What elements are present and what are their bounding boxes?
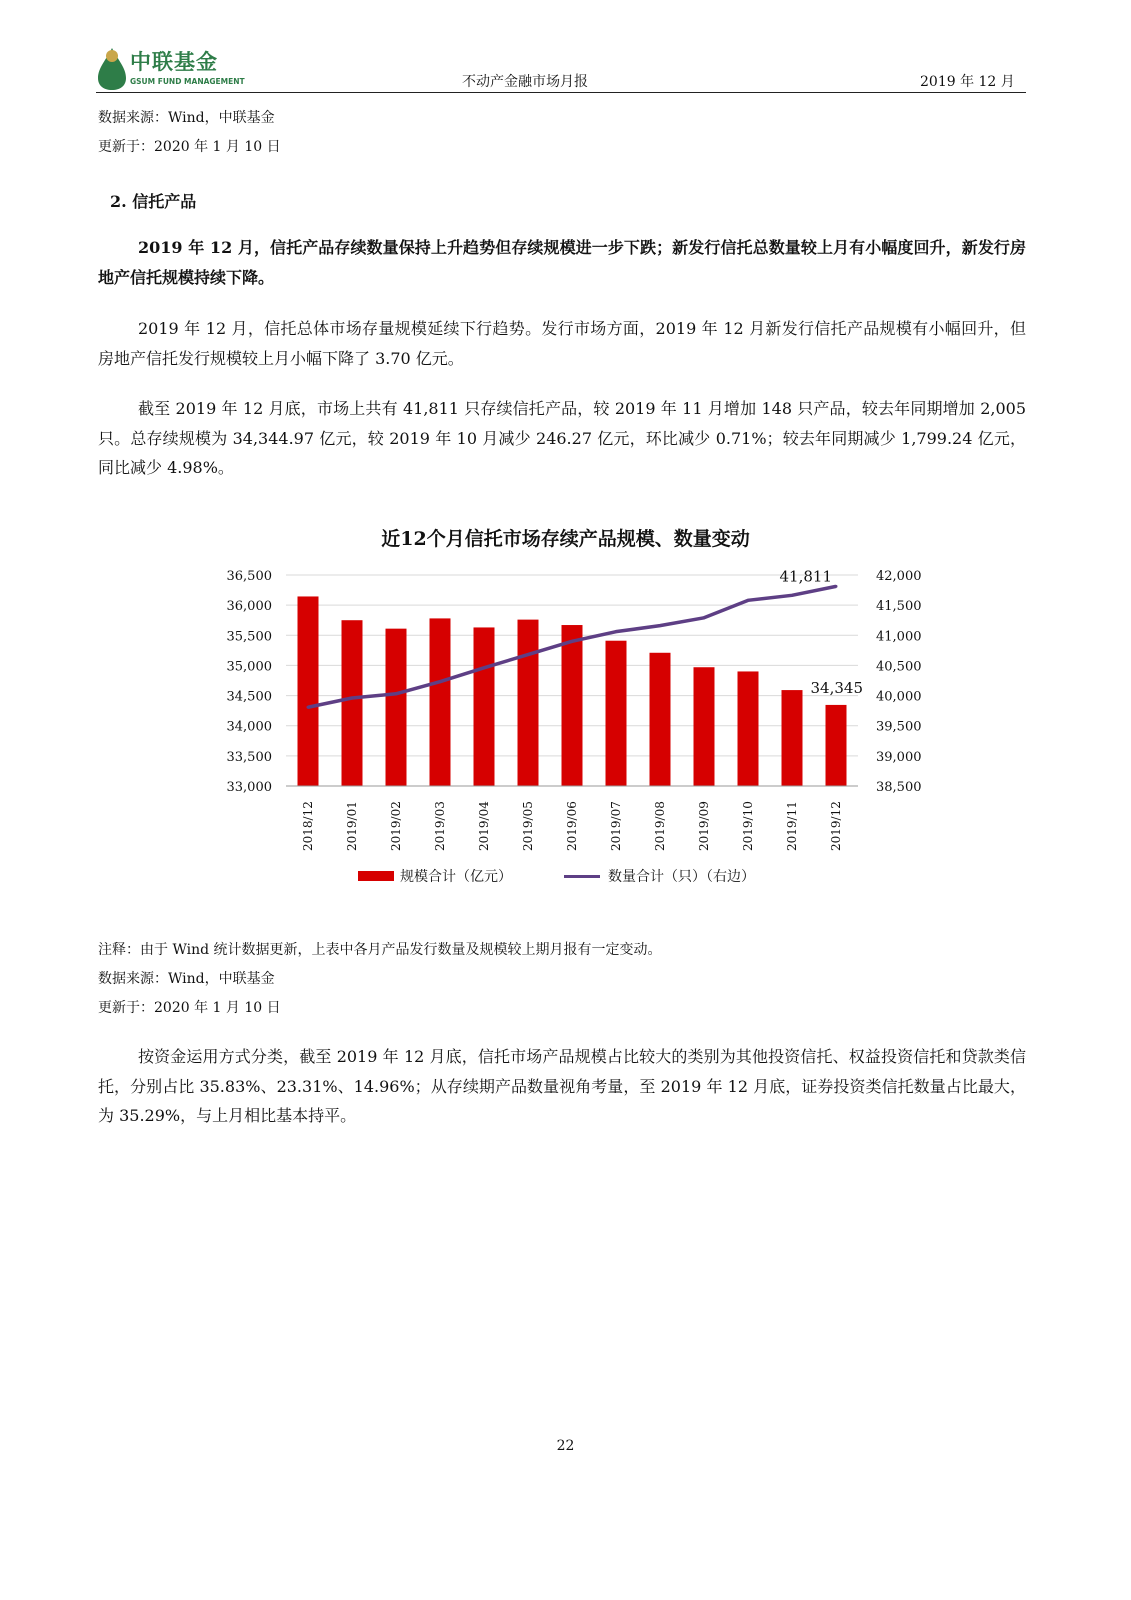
legend-label-count: 数量合计（只）（右边） (608, 869, 755, 885)
bar (826, 705, 847, 786)
bar-data-label: 34,345 (810, 678, 863, 697)
x-axis-category-label: 2019/05 (521, 801, 535, 851)
update-date-note-2: 更新于：2020 年 1 月 10 日 (98, 1000, 281, 1016)
x-axis-category-label: 2019/06 (565, 801, 579, 851)
bar (562, 625, 583, 786)
x-axis-category-label: 2019/10 (741, 801, 755, 851)
x-axis-category-label: 2019/12 (829, 801, 843, 851)
logo-leaf-icon (96, 46, 128, 92)
line-point (615, 630, 618, 633)
right-axis-tick-label: 40,500 (876, 659, 922, 675)
trust-market-chart (0, 560, 1131, 860)
line-point (791, 594, 794, 597)
line-data-label: 41,811 (779, 567, 832, 586)
x-axis-category-label: 2019/08 (653, 801, 667, 851)
line-point (483, 666, 486, 669)
x-axis-category-label: 2018/12 (301, 801, 315, 851)
legend-item-scale (358, 866, 512, 886)
legend-item-count (564, 866, 755, 886)
x-axis-category-label: 2019/02 (389, 801, 403, 851)
legend-label-scale: 规模合计（亿元） (400, 869, 512, 885)
left-axis-tick-label: 36,500 (226, 569, 272, 584)
line-point (351, 696, 354, 699)
x-axis-category-label: 2019/03 (433, 801, 447, 851)
right-axis-tick-label: 39,000 (876, 749, 922, 765)
report-date: 2019 年 12 月 (920, 74, 1015, 90)
legend-line-swatch (564, 875, 600, 878)
left-axis-tick-label: 33,000 (226, 780, 272, 795)
body-paragraph-stock: 截至 2019 年 12 月底，市场上共有 41,811 只存续信托产品，较 2019 年 11 月增加 148 只产品，较去年同期增加 2,005 只。总存续规模为 34,344.97 亿元，较 2019 年 10 月减少 246.27 亿元，环比减少 0.71%；较去年同期减少 1,799.24 亿元，同比减少 4.98%。 (98, 399, 1026, 477)
bar (738, 671, 759, 786)
line-point (835, 585, 838, 588)
left-axis-tick-label: 34,500 (226, 689, 272, 705)
right-axis-tick-label: 38,500 (876, 780, 922, 795)
bar (782, 690, 803, 786)
chart-data-labels (780, 567, 864, 697)
left-axis-tick-label: 33,500 (226, 749, 272, 765)
chart-footnote: 注释：由于 Wind 统计数据更新，上表中各月产品发行数量及规模较上期月报有一定变动。 (98, 942, 662, 958)
bar (518, 620, 539, 786)
right-axis-tick-label: 42,000 (876, 569, 922, 584)
bar-series (298, 596, 847, 786)
line-point (571, 640, 574, 643)
left-axis-tick-label: 36,000 (226, 599, 272, 615)
bar (430, 618, 451, 786)
line-point (659, 624, 662, 627)
summary-paragraph: 2019 年 12 月，信托产品存续数量保持上升趋势但存续规模进一步下跌；新发行信托总数量较上月有小幅度回升，新发行房地产信托规模持续下降。 (98, 238, 1026, 287)
right-axis-tick-label: 39,500 (876, 719, 922, 735)
bar (342, 620, 363, 786)
chart-title: 近12个月信托市场存续产品规模、数量变动 (381, 528, 750, 550)
line-point (747, 599, 750, 602)
logo-chinese-name: 中联基金 (130, 50, 218, 74)
closing-paragraph: 按资金运用方式分类，截至 2019 年 12 月底，信托市场产品规模占比较大的类别为其他投资信托、权益投资信托和贷款类信托，分别占比 35.83%、23.31%、14.96%；从存续期产品数量视角考量，至 2019 年 12 月底，证券投资类信托数量占比最大，为 35.29%，与上月相比基本持平。 (98, 1047, 1026, 1125)
x-axis-category-label: 2019/07 (609, 801, 623, 851)
report-title: 不动产金融市场月报 (462, 74, 588, 90)
legend-bar-swatch (358, 871, 394, 881)
right-axis-tick-label: 41,000 (876, 629, 922, 645)
left-axis-tick-label: 35,000 (226, 659, 272, 675)
update-date-note: 更新于：2020 年 1 月 10 日 (98, 139, 281, 155)
x-axis-category-label: 2019/04 (477, 801, 491, 851)
right-axis-tick-label: 41,500 (876, 599, 922, 615)
line-point (703, 616, 706, 619)
x-axis-category-label: 2019/01 (345, 801, 359, 851)
bar (650, 653, 671, 786)
page-number: 22 (556, 1438, 575, 1454)
bar (694, 667, 715, 786)
x-axis-category-label: 2019/11 (785, 801, 799, 851)
line-point (307, 706, 310, 709)
right-axis-tick-label: 40,000 (876, 689, 922, 705)
company-logo (96, 46, 246, 92)
bar (386, 629, 407, 786)
logo-english-name: GSUM FUND MANAGEMENT (130, 77, 245, 86)
data-source-note: 数据来源：Wind，中联基金 (98, 110, 275, 126)
bar (606, 641, 627, 786)
left-axis-tick-label: 35,500 (226, 629, 272, 645)
line-point (527, 653, 530, 656)
left-axis-tick-label: 34,000 (226, 719, 272, 735)
line-point (395, 692, 398, 695)
section-heading: 2. 信托产品 (110, 192, 197, 211)
data-source-note-2: 数据来源：Wind，中联基金 (98, 971, 275, 987)
body-paragraph-market: 2019 年 12 月，信托总体市场存量规模延续下行趋势。发行市场方面，2019 年 12 月新发行信托产品规模有小幅回升，但房地产信托发行规模较上月小幅下降了 3.70 亿元。 (98, 319, 1026, 368)
bar (298, 596, 319, 786)
header-divider (96, 92, 1026, 93)
bar (474, 627, 495, 786)
x-axis-category-label: 2019/09 (697, 801, 711, 851)
line-point (439, 680, 442, 683)
